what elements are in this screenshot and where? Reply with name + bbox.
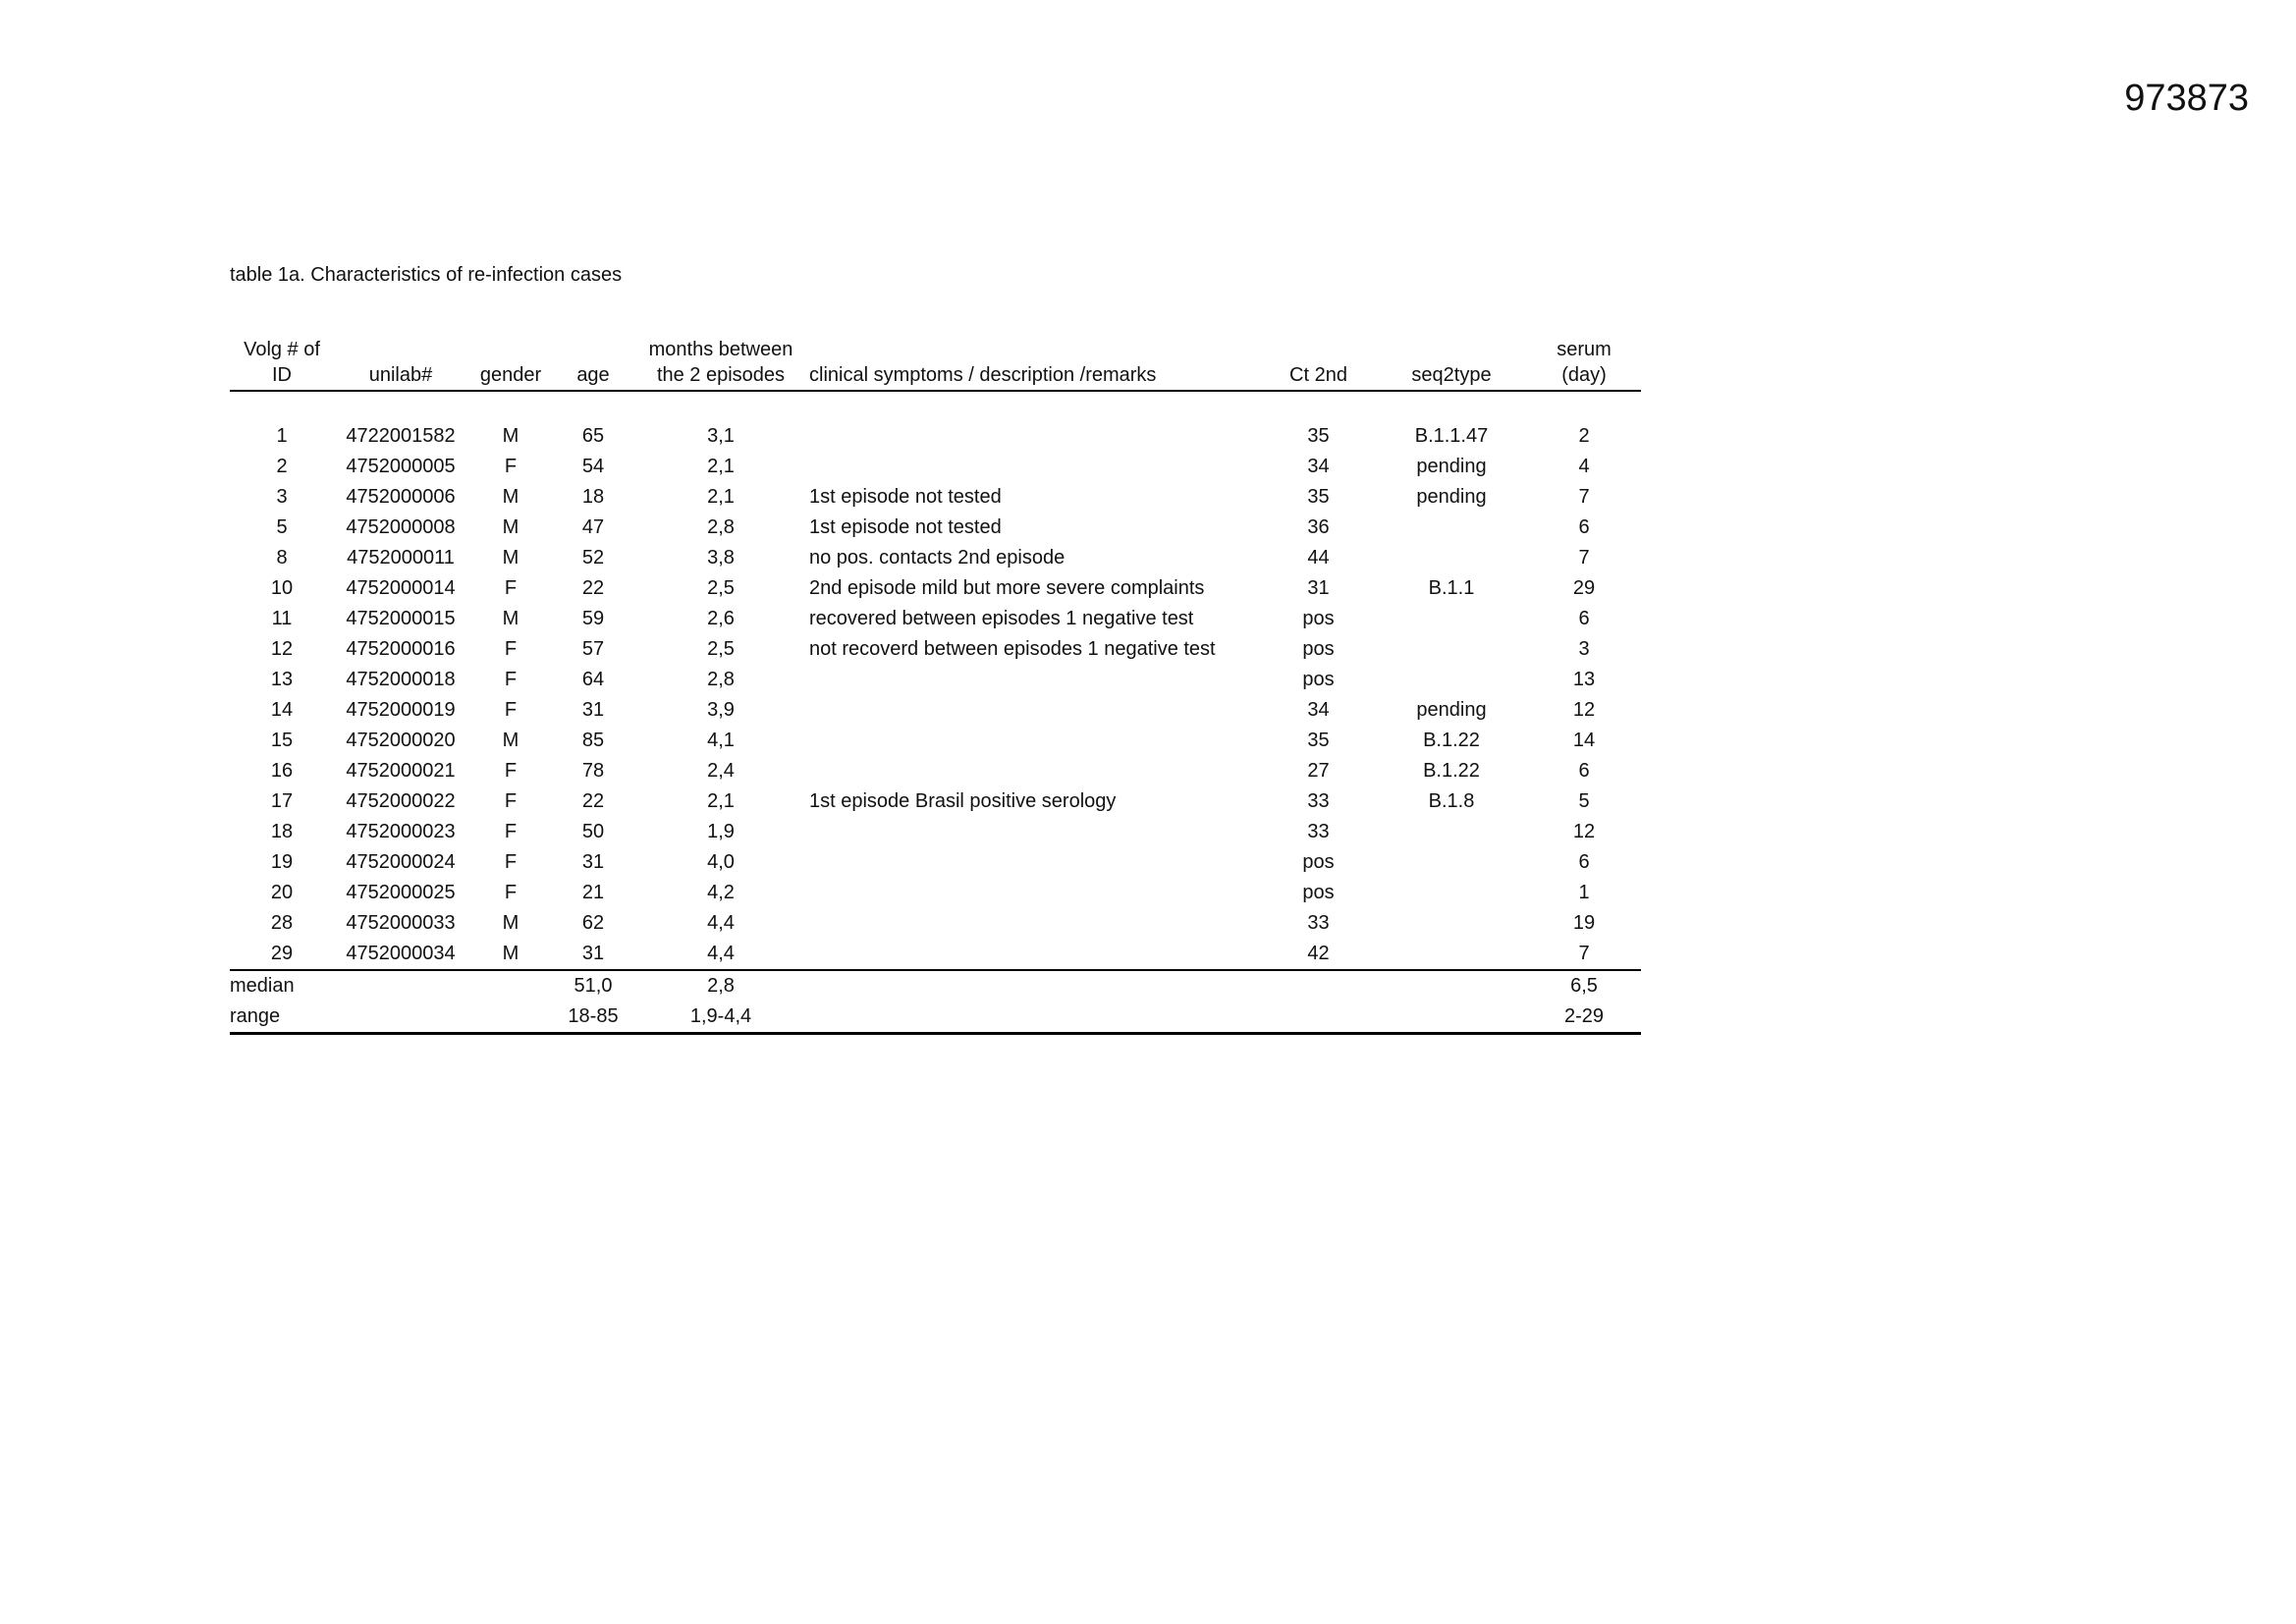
cell-id: 29 [230,939,334,970]
cell-clinical [809,756,1261,786]
cell-id: 3 [276,486,288,508]
cell-months: 3,8 [707,547,735,568]
cell-id: 15 [270,730,294,751]
summary-empty [809,970,1527,1001]
cell-months: 2,5 [707,577,735,599]
table-row [230,452,1641,482]
cell-ct: 34 [1307,456,1330,477]
cell-seq [1376,543,1527,573]
cell-gender: F [504,669,518,690]
cell-serum: 4 [1578,456,1590,477]
cell-ct: pos [1302,608,1335,629]
cell-serum: 6 [1578,608,1590,629]
cell-ct: pos [1302,638,1335,660]
header-unilab: unilab# [334,332,467,391]
table-row [230,726,1641,756]
cell-clinical: 2nd episode mild but more severe complaints [809,577,1205,599]
cell-unilab: 4752000023 [346,821,456,842]
summary-row-range [230,1001,1641,1034]
cell-id: 5 [276,516,288,538]
table-row [230,634,1641,665]
cell-age: 31 [581,851,605,873]
cell-seq [1376,908,1527,939]
header-age: age [554,332,632,391]
cell-serum: 29 [1572,577,1596,599]
cell-id: 11 [271,608,293,629]
cell-seq: pending [1416,456,1487,477]
cell-age: 18 [581,486,605,508]
cell-gender: M [502,516,519,538]
cell-clinical [809,939,1261,970]
summary-serum: 6,5 [1570,975,1598,997]
cell-serum: 14 [1572,730,1596,751]
cell-months: 2,8 [707,516,735,538]
table-header-row [230,332,1641,391]
table-row [230,908,1641,939]
cell-serum: 7 [1578,547,1590,568]
cell-clinical [809,665,1261,695]
cell-serum: 19 [1572,912,1596,934]
table-row [230,482,1641,513]
table-row [230,786,1641,817]
cell-seq [1376,604,1527,634]
header-id: Volg # of ID [230,332,334,391]
cell-clinical: not recoverd between episodes 1 negative test [809,638,1216,660]
cell-seq [1376,847,1527,878]
cell-id: 17 [270,790,294,812]
cell-ct: 35 [1307,730,1330,751]
cell-seq: B.1.8 [1428,790,1475,812]
cell-age: 50 [581,821,605,842]
cell-unilab: 4752000008 [346,516,456,538]
cell-ct: 36 [1307,516,1330,538]
header-clinical: clinical symptoms / description /remarks [809,332,1261,391]
cell-gender: F [504,882,518,903]
table-row [230,939,1641,970]
cell-gender: F [504,790,518,812]
cell-ct: pos [1302,669,1335,690]
header-seq: seq2type [1376,332,1527,391]
cell-months: 4,1 [707,730,735,751]
cell-gender: F [504,577,518,599]
cell-gender: F [504,821,518,842]
table-row [230,513,1641,543]
cell-id: 19 [270,851,294,873]
cell-months: 2,5 [707,638,735,660]
cell-gender: F [504,638,518,660]
cell-ct: 33 [1307,912,1330,934]
cell-age: 21 [581,882,605,903]
cell-months: 4,0 [707,851,735,873]
cell-age: 31 [581,699,605,721]
table-title: table 1a. Characteristics of re-infection cases [230,264,623,286]
cell-clinical [809,726,1261,756]
cell-clinical: 1st episode not tested [809,516,1002,538]
table-row [230,817,1641,847]
cell-id: 12 [270,638,294,660]
cell-serum: 5 [1578,790,1590,812]
cell-seq: B.1.22 [1423,760,1480,782]
cell-unilab: 4752000022 [346,790,456,812]
summary-label: median [230,975,295,997]
cell-months: 4,4 [707,912,735,934]
cell-serum: 3 [1578,638,1590,660]
header-serum: serum (day) [1527,332,1641,391]
cell-unilab: 4752000011 [347,547,455,568]
cell-months: 2,1 [707,790,735,812]
cell-age: 64 [581,669,605,690]
cell-serum: 7 [1578,486,1590,508]
cell-months: 2,6 [707,608,735,629]
cell-unilab: 4752000006 [346,486,456,508]
cell-gender: F [504,699,518,721]
table-row [230,847,1641,878]
cell-unilab: 4752000025 [346,882,456,903]
cell-unilab: 4752000016 [346,638,456,660]
cell-id: 18 [270,821,294,842]
header-gender: gender [467,332,554,391]
cell-gender: M [502,608,519,629]
cell-id: 13 [270,669,294,690]
cell-ct: 27 [1307,760,1330,782]
cell-clinical: recovered between episodes 1 negative test [809,608,1194,629]
cell-gender: M [502,486,519,508]
cell-age: 22 [581,577,605,599]
cell-serum: 6 [1578,760,1590,782]
cell-age: 85 [581,730,605,751]
cell-gender: F [504,456,518,477]
cell-id: 8 [276,547,288,568]
cell-serum: 13 [1572,669,1596,690]
cell-age: 62 [581,912,605,934]
header-ct: Ct 2nd [1261,332,1376,391]
cell-gender: M [502,730,519,751]
cell-ct: 33 [1307,821,1330,842]
cell-months: 2,8 [707,669,735,690]
cell-clinical [809,695,1261,726]
cell-seq: B.1.1.47 [1414,425,1489,447]
spacer-row [230,391,1641,421]
summary-age: 51,0 [574,975,613,997]
cell-age: 65 [581,425,605,447]
cell-months: 2,4 [707,760,735,782]
summary-months: 1,9-4,4 [632,1001,809,1034]
cell-seq [1376,878,1527,908]
cell-unilab: 4722001582 [346,425,456,447]
cell-seq [1376,634,1527,665]
table-row [230,421,1641,452]
cell-unilab: 4752000021 [346,760,456,782]
summary-row-median [230,970,1641,1001]
cell-months: 2,1 [707,456,735,477]
cell-seq: B.1.22 [1423,730,1480,751]
cell-serum: 6 [1578,851,1590,873]
cell-unilab: 4752000034 [334,939,467,970]
table-row [230,878,1641,908]
cell-unilab: 4752000033 [346,912,456,934]
cell-months: 2,1 [707,486,735,508]
cell-months: 3,1 [707,425,735,447]
cell-clinical [809,908,1261,939]
cell-id: 20 [270,882,294,903]
table-summary [230,970,1641,1034]
summary-empty [809,1001,1527,1034]
cell-serum: 2 [1578,425,1590,447]
table-row [230,695,1641,726]
cell-id: 1 [276,425,288,447]
header-months: months between the 2 episodes [632,332,809,391]
cell-seq: pending [1416,486,1487,508]
cell-unilab: 4752000014 [346,577,456,599]
cell-id: 28 [270,912,294,934]
cell-gender: M [502,912,519,934]
reinfection-cases-table [230,332,1641,1035]
cell-age: 47 [581,516,605,538]
cell-ct: 35 [1307,486,1330,508]
summary-age: 18-85 [554,1001,632,1034]
cell-serum: 7 [1527,939,1641,970]
cell-ct: 34 [1307,699,1330,721]
cell-unilab: 4752000020 [346,730,456,751]
cell-clinical [809,847,1261,878]
table-body [230,391,1641,970]
cell-unilab: 4752000024 [346,851,456,873]
cell-ct: pos [1302,851,1335,873]
cell-age: 52 [581,547,605,568]
cell-unilab: 4752000015 [346,608,456,629]
cell-age: 31 [554,939,632,970]
cell-months: 3,9 [707,699,735,721]
cell-age: 22 [581,790,605,812]
cell-seq [1376,939,1527,970]
cell-seq [1376,817,1527,847]
cell-clinical [809,817,1261,847]
cell-ct: 35 [1307,425,1330,447]
cell-seq [1376,513,1527,543]
cell-age: 54 [581,456,605,477]
cell-serum: 6 [1578,516,1590,538]
summary-serum: 2-29 [1527,1001,1641,1034]
cell-months: 1,9 [707,821,735,842]
summary-months: 2,8 [707,975,735,997]
cell-serum: 12 [1572,699,1596,721]
cell-clinical [809,452,1261,482]
cell-unilab: 4752000019 [346,699,456,721]
table-row [230,756,1641,786]
cell-seq [1376,665,1527,695]
cell-id: 16 [270,760,294,782]
cell-ct: 44 [1307,547,1330,568]
cell-clinical: 1st episode Brasil positive serology [809,790,1117,812]
cell-serum: 12 [1572,821,1596,842]
cell-id: 2 [276,456,288,477]
cell-months: 4,2 [707,882,735,903]
cell-gender: F [504,760,518,782]
cell-seq: B.1.1 [1428,577,1475,599]
cell-ct: 42 [1261,939,1376,970]
cell-clinical [809,421,1261,452]
cell-serum: 1 [1578,882,1590,903]
cell-age: 59 [581,608,605,629]
cell-unilab: 4752000018 [346,669,456,690]
table-row [230,573,1641,604]
cell-age: 78 [581,760,605,782]
document-id: 973873 [2124,78,2249,119]
cell-age: 57 [581,638,605,660]
cell-clinical [809,878,1261,908]
table-row [230,604,1641,634]
cell-unilab: 4752000005 [346,456,456,477]
table-row [230,543,1641,573]
cell-gender: M [467,939,554,970]
table-row [230,665,1641,695]
summary-label: range [230,1001,554,1034]
cell-gender: M [502,425,519,447]
cell-gender: F [504,851,518,873]
cell-clinical: 1st episode not tested [809,486,1002,508]
cell-seq: pending [1416,699,1487,721]
cell-gender: M [502,547,519,568]
cell-ct: 31 [1307,577,1330,599]
cell-ct: 33 [1307,790,1330,812]
cell-ct: pos [1302,882,1335,903]
cell-id: 10 [270,577,294,599]
cell-months: 4,4 [632,939,809,970]
cell-id: 14 [270,699,294,721]
cell-clinical: no pos. contacts 2nd episode [809,547,1066,568]
